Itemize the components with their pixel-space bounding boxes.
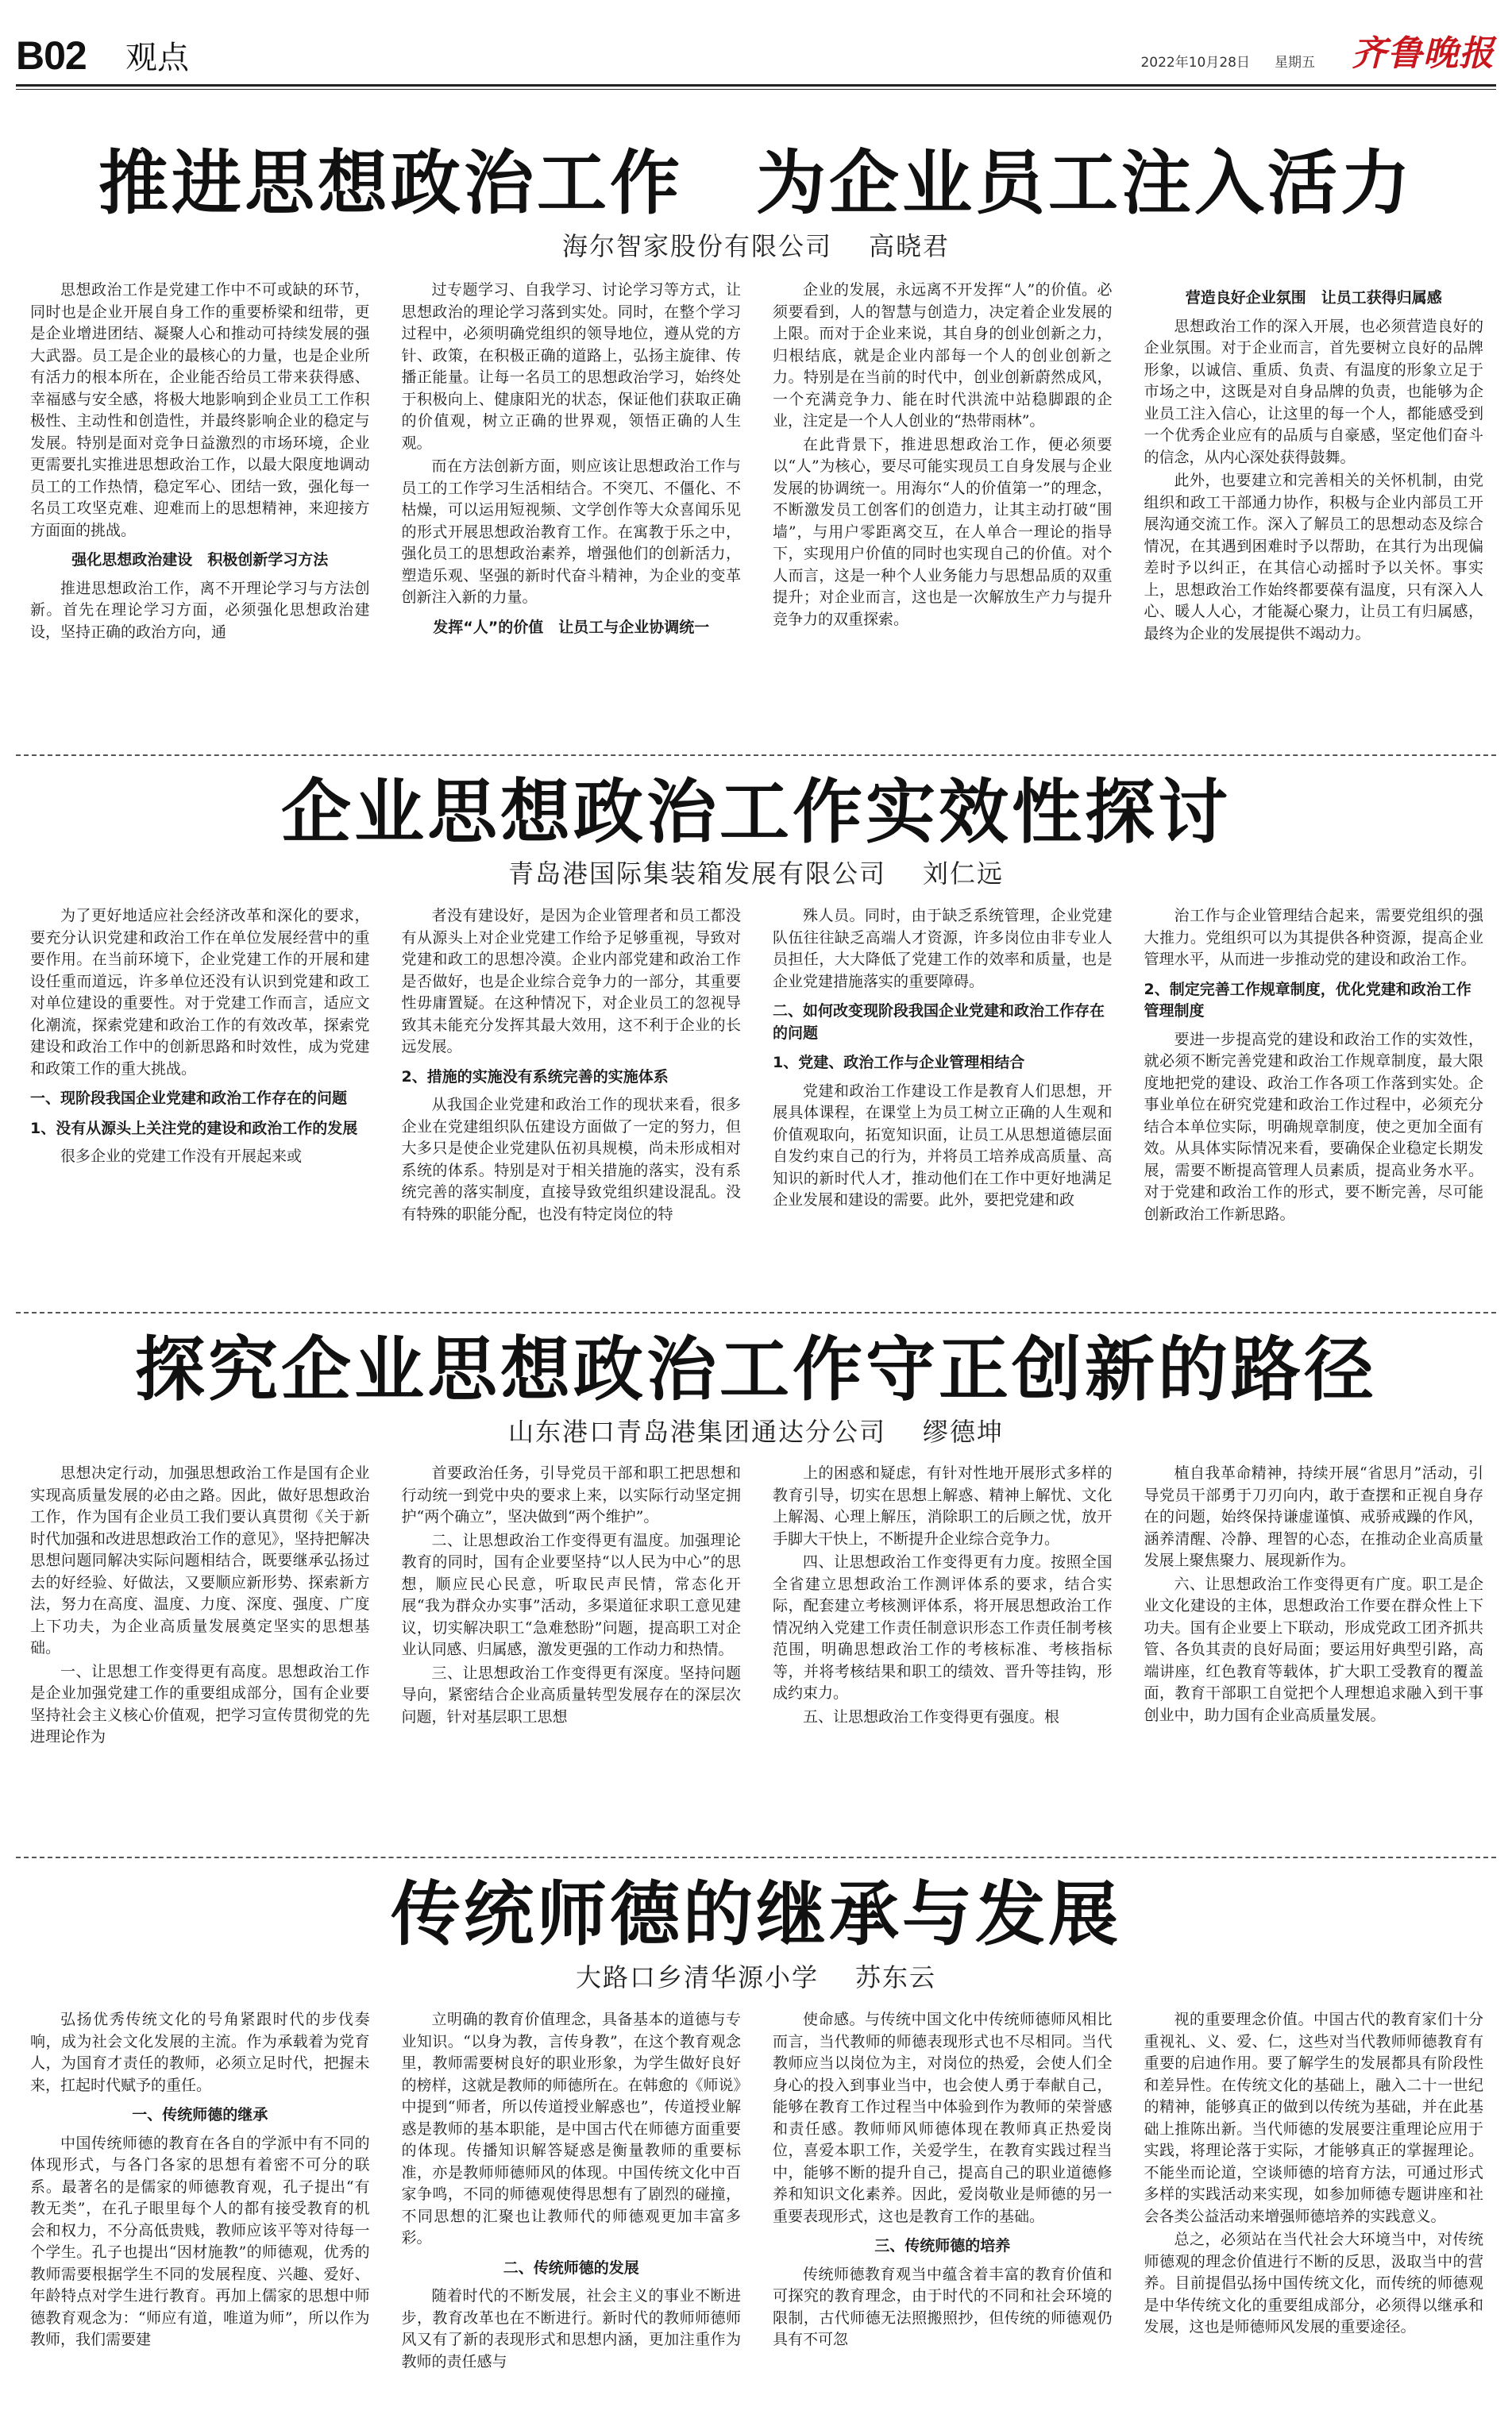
body-paragraph: 殊人员。同时，由于缺乏系统管理，企业党建队伍往往缺乏高端人才资源，许多岗位由非专业人员担任，大大降低了党建工作的效率和质量，也是企业党建措施落实的重要障碍。 <box>773 907 1113 990</box>
page-number: B02 <box>16 33 87 78</box>
section-subheading: 营造良好企业氛围 让员工获得归属感 <box>1185 289 1442 307</box>
newspaper-logo: 齐鲁晚报 <box>1352 33 1495 74</box>
article-1-headline: 推进思想政治工作 为企业员工注入活力 <box>98 141 1414 224</box>
section-subheading: 1、没有从源头上关注党的建设和政治工作的发展 <box>30 1119 358 1137</box>
body-paragraph: 三、让思想政治工作变得更有深度。坚持问题导向，紧密结合企业高质量转型发展存在的深层次问题，针对基层职工思想 <box>401 1664 741 1726</box>
article-divider-3 <box>16 1857 1496 1858</box>
body-paragraph: 者没有建设好，是因为企业管理者和员工都没有从源头上对企业党建工作给予足够重视，导致对党建和政工的思想冷漠。企业内部党建和政治工作是否做好，也是企业综合竞争力的一部分，其重要性毋庸置疑。在这种情况下，对企业员工的忽视导致其未能充分发挥其最大效用，这不利于企业的长远发展。 <box>401 907 741 1055</box>
body-paragraph: 首要政治任务，引导党员干部和职工把思想和行动统一到党中央的要求上来，以实际行动坚定拥护“两个确立”，坚决做到“两个维护”。 <box>401 1464 741 1526</box>
article-divider-2 <box>16 1312 1496 1313</box>
article-4-col-3 <box>773 2009 1113 2420</box>
masthead-rule <box>16 84 1496 87</box>
body-paragraph: 植自我革命精神，持续开展“省思月”活动，引导党员干部勇于刀刃向内，敢于查摆和正视自身存在的问题，始终保持谦虚谨慎、戒骄戒躁的作风，涵养清醒、冷静、理智的心态，在推动企业高质量发展上聚焦聚力、展现新作为。 <box>1144 1464 1483 1569</box>
body-paragraph: 视的重要理念价值。中国古代的教育家们十分重视礼、义、爱、仁，这些对当代教师师德教育有重要的启迪作用。要了解学生的发展都具有阶段性和差异性。在传统文化的基础上，融入二十一世纪的精神，能够真正的做到以传统为基础，并在此基础上推陈出新。当代师德的发展要注重理论应用于实践，将理论落于实际，才能够真正的掌握理论。不能坐而论道，空谈师德的培育方法，可通过形式多样的实践活动来实现，如参加师德专题讲座和社会各类公益活动来增强师德培养的实践意义。 <box>1144 2011 1483 2225</box>
masthead-rule-thin <box>16 89 1496 90</box>
article-2-col-1 <box>30 905 370 1296</box>
article-divider-1 <box>16 754 1496 756</box>
article-1-col-1 <box>30 280 370 739</box>
article-4-headline: 传统师德的继承与发展 <box>390 1873 1121 1955</box>
article-2-org: 青岛港国际集装箱发展有限公司 <box>507 858 886 889</box>
body-paragraph: 推进思想政治工作，离不开理论学习与方法创新。首先在理论学习方面，必须强化思想政治建设，坚持正确的政治方向，通 <box>30 579 370 641</box>
section-subheading: 2、制定完善工作规章制度，优化党建和政治工作管理制度 <box>1144 980 1472 1020</box>
body-paragraph: 中国传统师德的教育在各自的学派中有不同的体现形式，与各门各家的思想有着密不可分的联系。最著名的是儒家的师德教育观，孔子提出“有教无类”，在孔子眼里每个人的都有接受教育的机会和权力，不分高低贵贱，教师应该平等对待每一个学生。孔子也提出“因材施教”的师德观，优秀的教师需要根据学生不同的发展程度、兴趣、爱好、年龄特点对学生进行教育。再加上儒家的思想中师德教育观念为：“师应有道，唯道为师”，所以作为教师，我们需要建 <box>30 2134 370 2348</box>
body-paragraph: 企业的发展，永远离不开发挥“人”的价值。必须要看到，人的智慧与创造力，决定着企业发展的上限。而对于企业来说，其自身的创业创新之力，归根结底，就是企业内部每一个人的创业创新之力。特别是在当前的时代中，创业创新蔚然成风，一个充满竞争力、能在时代洪流中站稳脚跟的企业，注定是一个人人创业的“热带雨林”。 <box>773 281 1113 430</box>
masthead <box>0 0 1512 87</box>
section-subheading: 三、传统师德的培养 <box>874 2237 1011 2255</box>
body-paragraph: 六、让思想政治工作变得更有广度。职工是企业文化建设的主体，思想政治工作要在群众性上下功夫。国有企业要上下联动，形成党政工团齐抓共管、各负其责的良好局面；要运用好典型引路，高端讲座，红色教育等载体，扩大职工受教育的覆盖面，教育干部职工自觉把个人理想追求融入到干事创业中，助力国有企业高质量发展。 <box>1144 1575 1483 1724</box>
issue-date: 2022年10月28日 <box>1140 55 1250 71</box>
body-paragraph: 此外，也要建立和完善相关的关怀机制，由党组织和政工干部通力协作，积极与企业内部员工开展沟通交流工作。深入了解员工的思想动态及综合情况，在其遇到困难时予以帮助，在其行为出现偏差时予以纠正，在其信心动摇时予以关怀。事实上，思想政治工作始终都要葆有温度，只有深入人心、暖人人心，才能凝心聚力，让员工有归属感，最终为企业的发展提供不竭动力。 <box>1144 472 1483 642</box>
article-1-col-3 <box>773 280 1113 739</box>
section-subheading: 一、现阶段我国企业党建和政治工作存在的问题 <box>30 1090 348 1107</box>
body-paragraph: 思想决定行动，加强思想政治工作是国有企业实现高质量发展的必由之路。因此，做好思想政治工作，作为国有企业员工我们要认真贯彻《关于新时代加强和改进思想政治工作的意见》，坚持把解决思想问题同解决实际问题相结合，既要继承弘扬过去的好经验、好做法，又要顺应新形势、探索新方法，努力在高度、温度、力度、深度、强度、广度上下功夫，为企业高质量发展奠定坚实的思想基础。 <box>30 1464 370 1657</box>
issue-weekday: 星期五 <box>1275 55 1315 71</box>
article-4-body <box>30 2009 1483 2420</box>
body-paragraph: 思想政治工作的深入开展，也必须营造良好的企业氛围。对于企业而言，首先要树立良好的品牌形象，以诚信、重质、负责、有温度的形象立足于市场之中，这既是对自身品牌的负责，也能够为企业员工注入信心，让这里的每一个人，都能感受到一个优秀企业应有的品质与自豪感，坚定他们奋斗的信念，从内心深处获得鼓舞。 <box>1144 317 1483 466</box>
article-2-byline <box>0 858 1512 889</box>
article-4-col-4 <box>1144 2009 1484 2420</box>
section-subheading: 2、措施的实施没有系统完善的实施体系 <box>401 1067 669 1086</box>
article-2-col-2 <box>402 905 742 1296</box>
article-1-byline <box>0 230 1512 262</box>
body-paragraph: 很多企业的党建工作没有开展起来或 <box>60 1148 303 1165</box>
article-4-author: 苏东云 <box>855 1962 937 1992</box>
section-subheading: 强化思想政治建设 积极创新学习方法 <box>71 551 329 569</box>
section-subheading: 一、传统师德的继承 <box>132 2106 268 2123</box>
article-4-org: 大路口乡清华源小学 <box>575 1962 819 1992</box>
article-4-col-2 <box>402 2009 742 2420</box>
body-paragraph: 而在方法创新方面，则应该让思想政治工作与员工的工作学习生活相结合。不突兀、不僵化、不枯燥，可以运用短视频、文学创作等大众喜闻乐见的形式开展思想政治教育工作。在寓教于乐之中，强化员工的思想政治素养，增强他们的创新活力，塑造乐观、坚强的新时代奋斗精神，为企业的变革创新注入新的力量。 <box>401 457 741 606</box>
body-paragraph: 要进一步提高党的建设和政治工作的实效性，就必须不断完善党建和政治工作规章制度，最大限度地把党的建设、政治工作各项工作落到实处。企事业单位在研究党建和政治工作过程中，必须充分结合本单位实际，明确规章制度，使之更加全面有效。从具体实际情况来看，要确保企业稳定长期发展，需要不断提高管理人员素质，提高业务水平。对于党建和政治工作的形式，要不断完善，尽可能创新政治工作新思路。 <box>1144 1030 1483 1223</box>
article-4-byline <box>0 1961 1512 1993</box>
article-3-col-3 <box>773 1463 1113 1841</box>
body-paragraph: 使命感。与传统中国文化中传统师德师风相比而言，当代教师的师德表现形式也不尽相同。当代教师应当以岗位为主，对岗位的热爱，会使人们全身心的投入到事业当中，也会使人勇于奉献自己，能够在教育工作过程当中体验到作为教师的荣誉感和责任感。教师师风师德体现在教师真正热爱岗位，喜爱本职工作，关爱学生，在教育实践过程当中，能够不断的提升自己，提高自己的职业道德修养和知识文化素养。因此，爱岗敬业是师德的另一重要表现形式，这也是教育工作的基础。 <box>773 2011 1113 2225</box>
body-paragraph: 在此背景下，推进思想政治工作，便必须要以“人”为核心，要尽可能实现员工自身发展与企业发展的协调统一。用海尔“人的价值第一”的理念，不断激发员工创客们的创造力，让其主动打破“围墙”，与用户零距离交互，在人单合一理论的指导下，实现用户价值的同时也实现自己的价值。对个人而言，这是一种个人业务能力与思想品质的双重提升；对企业而言，这也是一次解放生产力与提升竞争力的双重探索。 <box>773 435 1113 628</box>
article-3-col-1 <box>30 1463 370 1841</box>
article-2-headline: 企业思想政治工作实效性探讨 <box>280 770 1231 853</box>
article-3-col-2 <box>402 1463 742 1841</box>
section-name: 观点 <box>125 40 189 76</box>
article-3-col-4 <box>1144 1463 1484 1841</box>
article-2-col-4 <box>1144 905 1484 1296</box>
body-paragraph: 二、让思想政治工作变得更有温度。加强理论教育的同时，国有企业要坚持“以人民为中心”的思想，顺应民心民意，听取民声民情，常态化开展“我为群众办实事”活动，多渠道征求职工意见建议，切实解决职工“急难愁盼”问题，提高职工对企业认同感、归属感，激发更强的工作动力和热情。 <box>401 1531 741 1658</box>
article-1-col-2 <box>402 280 742 739</box>
article-3-headline: 探究企业思想政治工作守正创新的路径 <box>134 1328 1377 1410</box>
body-paragraph: 弘扬优秀传统文化的号角紧跟时代的步伐奏响，成为社会文化发展的主流。作为承载着为党育人，为国育才责任的教师，必须立足时代，把握未来，扛起时代赋予的重任。 <box>30 2011 370 2094</box>
article-1-author: 高晓君 <box>869 231 951 261</box>
body-paragraph: 一、让思想工作变得更有高度。思想政治工作是企业加强党建工作的重要组成部分，国有企业要坚持社会主义核心价值观，把学习宣传贯彻党的先进理论作为 <box>30 1662 370 1745</box>
body-paragraph: 四、让思想政治工作变得更有力度。按照全国全省建立思想政治工作测评体系的要求，结合实际，配套建立考核测评体系，将开展思想政治工作情况纳入党建工作责任制意识形态工作责任制考核范围，明确思想政治工作的考核标准、考核指标等，并将考核结果和职工的绩效、晋升等挂钩，形成约束力。 <box>773 1553 1113 1702</box>
article-1-col-4 <box>1144 280 1484 739</box>
body-paragraph: 传统师德教育观当中蕴含着丰富的教育价值和可探究的教育理念，由于时代的不同和社会环境的限制，古代师德无法照搬照抄，但传统的师德观仍具有不可忽 <box>773 2265 1113 2348</box>
body-paragraph: 思想政治工作是党建工作中不可或缺的环节，同时也是企业开展自身工作的重要桥梁和纽带，更是企业增进团结、凝聚人心和推动可持续发展的强大武器。员工是企业的最核心的力量，也是企业所有活力的根本所在，企业能否给员工带来获得感、幸福感与安全感，将极大地影响到企业员工工作积极性、主动性和创造性，并最终影响企业的稳定与发展。特别是面对竞争日益激烈的市场环境，企业更需要扎实推进思想政治工作，以最大限度地调动员工的工作热情，稳定军心、团结一致，强化每一名员工攻坚克难、迎难而上的思想精神，来迎接方方面面的挑战。 <box>30 281 370 539</box>
body-paragraph: 党建和政治工作建设工作是教育人们思想，开展具体课程，在课堂上为员工树立正确的人生观和价值观取向，拓宽知识面，让员工从思想道德层面自发约束自己的行为，并将员工培养成高质量、高知识的新时代人才，推动他们在工作中更好地满足企业发展和建设的需要。此外，要把党建和政 <box>773 1082 1113 1209</box>
body-paragraph: 过专题学习、自我学习、讨论学习等方式，让思想政治的理论学习落到实处。同时，在整个学习过程中，必须明确党组织的领导地位，遵从党的方针、政策，在积极正确的道路上，弘扬主旋律、传播正能量。让每一名员工的思想政治学习，始终处于积极向上、健康阳光的状态，保证他们获取正确的价值观，树立正确的世界观，领悟正确的人生观。 <box>401 281 741 452</box>
body-paragraph: 为了更好地适应社会经济改革和深化的要求，要充分认识党建和政治工作在单位发展经营中的重要作用。在当前环境下，企业党建工作的开展和建设任重而道远，许多单位还没有认识到党建和政工对单位建设的重要性。对于党建工作而言，适应文化潮流，探索党建和政治工作的有效改革，探索党建设和政治工作中的创新思路和时效性，成为党建和政策工作的重大挑战。 <box>30 907 370 1078</box>
body-paragraph: 立明确的教育价值理念，具备基本的道德与专业知识。“以身为教，言传身教”，在这个教育观念里，教师需要树良好的职业形象，为学生做好良好的榜样，这就是教师的师德所在。在韩愈的《师说》中提到“师者，所以传道授业解惑也”，传道授业解惑是教师的基本职能，是中国古代在师德方面重要的体现。传播知识解答疑惑是衡量教师的重要标准，亦是教师师德师风的体现。中国传统文化中百家争鸣，不同的师德观使得思想有了剧烈的碰撞，不同思想的汇聚也让教师代的师德观更加丰富多彩。 <box>401 2011 741 2247</box>
article-3-byline <box>0 1416 1512 1448</box>
body-paragraph: 五、让思想政治工作变得更有强度。根 <box>803 1707 1060 1726</box>
article-4-col-1 <box>30 2009 370 2420</box>
body-paragraph: 从我国企业党建和政治工作的现状来看，很多企业在党建组织队伍建设方面做了一定的努力，但大多只是使企业党建队伍初具规模，尚未形成相对系统的体系。特别是对于相关措施的落实，没有系统完善的落实制度，直接导致党组织建设混乱。没有特殊的职能分配，也没有特定岗位的特 <box>401 1096 741 1223</box>
body-paragraph: 随着时代的不断发展，社会主义的事业不断进步，教育改革也在不断进行。新时代的教师师德师风又有了新的表现形式和思想内涵，更加注重作为教师的责任感与 <box>401 2287 741 2370</box>
body-paragraph: 总之，必须站在当代社会大环境当中，对传统师德观的理念价值进行不断的反思，汲取当中的营养。目前提倡弘扬中国传统文化，而传统的师德观是中华传统文化的重要组成部分，必须得以继承和发展，这也是师德师风发展的重要途径。 <box>1144 2231 1483 2336</box>
section-subheading: 二、如何改变现阶段我国企业党建和政治工作存在的问题 <box>773 1002 1105 1042</box>
article-1-body <box>30 280 1483 739</box>
section-subheading: 发挥“人”的价值 让员工与企业协调统一 <box>433 618 710 636</box>
section-subheading: 1、党建、政治工作与企业管理相结合 <box>773 1054 1025 1071</box>
article-3-body <box>30 1463 1483 1841</box>
body-paragraph: 治工作与企业管理结合起来，需要党组织的强大推力。党组织可以为其提供各种资源，提高企业管理水平，从而进一步推动党的建设和政治工作。 <box>1144 907 1483 968</box>
article-3-org: 山东港口青岛港集团通达分公司 <box>507 1417 886 1447</box>
article-3-author: 缪德坤 <box>923 1417 1005 1447</box>
article-2-body <box>30 905 1483 1296</box>
body-paragraph: 上的困惑和疑虑，有针对性地开展形式多样的教育引导，切实在思想上解惑、精神上解忧、文化上解渴、心理上解压，消除职工的后顾之忧，放开手脚大干快上，不断提升企业综合竞争力。 <box>773 1464 1113 1548</box>
article-2-col-3 <box>773 905 1113 1296</box>
article-2-author: 刘仁远 <box>923 858 1005 889</box>
article-1-org: 海尔智家股份有限公司 <box>561 231 832 261</box>
section-subheading: 二、传统师德的发展 <box>503 2258 639 2277</box>
